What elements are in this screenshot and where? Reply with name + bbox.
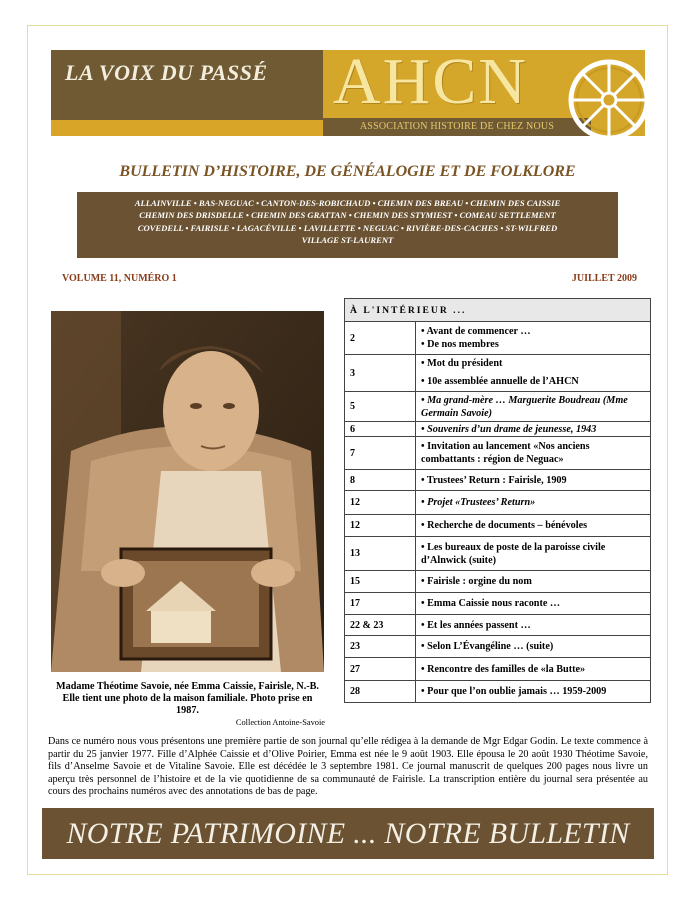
publication-title: LA VOIX DU PASSÉ (65, 60, 268, 85)
toc-page: 28 (345, 681, 416, 703)
toc-row[interactable] (345, 437, 651, 470)
woman-portrait-image (51, 311, 324, 672)
toc-row[interactable] (345, 491, 651, 515)
toc-row[interactable] (345, 537, 651, 571)
bulletin-subtitle: BULLETIN D’HISTOIRE, DE GÉNÉALOGIE ET DE FOLKLORE (119, 163, 576, 180)
toc-row[interactable] (345, 515, 651, 537)
masthead-stripe (51, 120, 323, 136)
toc-row[interactable] (345, 322, 651, 355)
toc-row[interactable] (345, 422, 651, 437)
places-box (77, 192, 618, 258)
toc-row[interactable] (345, 470, 651, 491)
toc-item: • Fairisle : orgine du nom (421, 576, 532, 587)
toc-page: 13 (345, 537, 416, 571)
toc-page: 17 (345, 593, 416, 615)
toc-page: 6 (345, 422, 416, 437)
toc-row[interactable] (345, 355, 651, 392)
toc-item: • Selon L’Évangéline … (suite) (421, 641, 554, 652)
toc-header: À L'INTÉRIEUR ... (345, 299, 651, 322)
toc-row[interactable] (345, 571, 651, 593)
issue-date: JUILLET 2009 (571, 273, 637, 284)
toc-row[interactable] (345, 593, 651, 615)
toc-item: • Invitation au lancement «Nos anciens combattants : région de Neguac» (421, 441, 590, 465)
association-name: ASSOCIATION HISTOIRE DE CHEZ NOUS (323, 118, 591, 136)
toc-page: 23 (345, 636, 416, 658)
toc-page: 2 (345, 322, 416, 355)
toc-page: 22 & 23 (345, 615, 416, 636)
volume-number: VOLUME 11, NUMÉRO 1 (62, 273, 177, 284)
toc-page: 5 (345, 392, 416, 422)
toc-page: 27 (345, 658, 416, 681)
wagon-wheel-icon (567, 58, 645, 136)
places-line: VILLAGE ST-LAURENT (301, 235, 394, 246)
toc-page: 7 (345, 437, 416, 470)
places-line: COVEDELL • FAIRISLE • LAGACÉVILLE • LAVILLETTE • NEGUAC • RIVIÈRE-DES-CACHES • ST-WILFRED (137, 222, 558, 233)
toc-row[interactable] (345, 681, 651, 703)
toc-item: • De nos membres (421, 339, 499, 350)
toc-page: 12 (345, 491, 416, 515)
toc-row[interactable] (345, 636, 651, 658)
footer-banner (42, 808, 654, 859)
toc-row[interactable] (345, 658, 651, 681)
toc-row[interactable] (345, 392, 651, 422)
toc-page: 12 (345, 515, 416, 537)
photo-credit: Collection Antoine-Savoie (235, 718, 325, 727)
toc-item: • Souvenirs d’un drame de jeunesse, 1943 (421, 423, 597, 435)
toc-item: • Pour que l’on oublie jamais … 1959-2009 (421, 686, 607, 697)
toc-item: • Les bureaux de poste de la paroisse civile d’Alnwick (suite) (421, 541, 606, 566)
footer-slogan: NOTRE PATRIMOINE ... NOTRE BULLETIN (66, 817, 630, 850)
toc-item: • 10e assemblée annuelle de l’AHCN (421, 376, 579, 387)
toc-item: • Emma Caissie nous raconte … (421, 598, 561, 609)
toc-item: • Trustees’ Return : Fairisle, 1909 (421, 474, 567, 486)
masthead-title-panel (51, 50, 323, 120)
toc-item: • Mot du président (421, 358, 503, 369)
toc-item: • Et les années passent … (421, 619, 531, 631)
masthead-logo-panel (323, 50, 645, 136)
toc-item: • Recherche de documents – bénévoles (421, 520, 588, 531)
cover-photo (51, 311, 324, 672)
photo-caption: Madame Théotime Savoie, née Emma Caissie, Fairisle, N.-B. Elle tient une photo de la maison familiale. Photo prise en 1987. (56, 681, 319, 716)
toc-item: • Projet «Trustees’ Return» (421, 497, 536, 508)
toc-page: 8 (345, 470, 416, 491)
places-line: CHEMIN DES DRISDELLE • CHEMIN DES GRATTAN • CHEMIN DES STYMIEST • COMEAU SETTLEMENT (139, 210, 556, 221)
toc-item: • Ma grand-mère … Marguerite Boudreau (Mme Germain Savoie) (421, 394, 628, 419)
places-line: ALLAINVILLE • BAS-NEGUAC • CANTON-DES-ROBICHAUD • CHEMIN DES BREAU • CHEMIN DES CAISSIE (134, 198, 561, 208)
table-of-contents (344, 298, 651, 703)
toc-item: • Rencontre des familles de «la Butte» (421, 663, 586, 675)
toc-page: 3 (345, 355, 416, 392)
toc-row[interactable] (345, 615, 651, 636)
toc-item: • Avant de commencer … (421, 326, 531, 337)
toc-page: 15 (345, 571, 416, 593)
masthead-banner (51, 50, 645, 136)
ahcn-logo-text: AHCN (333, 50, 529, 118)
intro-paragraph: Dans ce numéro nous vous présentons une première partie de son journal qu’elle rédigea à la demande de Mgr Edgar Godin. Le texte commence à partir du 25 janvier 1977. Fille d’Alphée Caissie et d’Olive Poirier, Emma est née le 9 août 1903. Elle épousa le 20 août 1930 Théotime Savoie, fils d’Anselme Savoie et de Vitaline Savoie. Elle est décédée le 3 septembre 1981. Ce journal manuscrit de quelques 200 pages nous livre un aperçu très personnel de l’histoire et de la vie quotidienne de sa communauté de Fairisle. La transcription entière du journal sera présentée au cours des prochains numéros avec des annotations de bas de page. (48, 736, 648, 798)
